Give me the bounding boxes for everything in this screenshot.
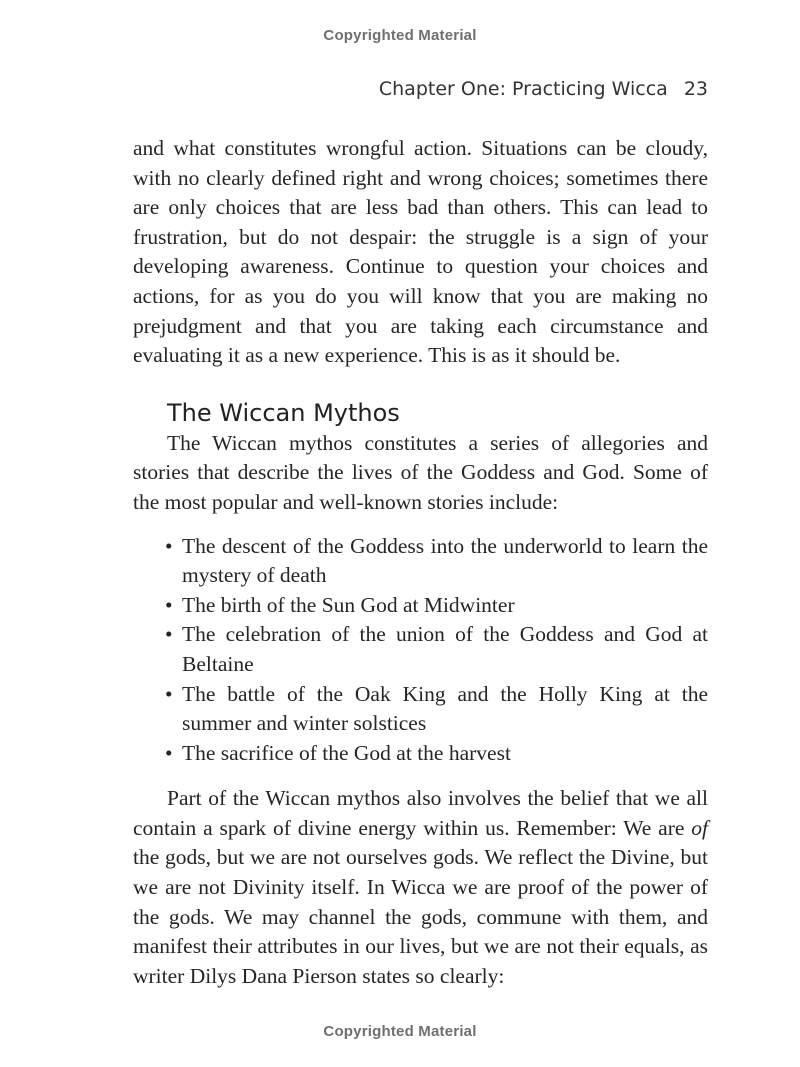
list-item-text: The battle of the Oak King and the Holly King at the summer and winter solstices <box>182 681 708 736</box>
mythos-stories-list <box>133 532 708 769</box>
list-item-text: The celebration of the union of the Goddess and God at Beltaine <box>182 622 708 676</box>
italic-emphasis: of <box>691 815 708 840</box>
list-item <box>133 620 708 679</box>
paragraph-text-after-italic: the gods, but we are not ourselves gods. We reflect the Divine, but we are not Divinity itself. In Wicca we are proof of the power of the gods. We may channel the gods, commune with them, and manifest their attributes in our lives, but we are not their equals, as writer Dilys Dana Pierson states so clearly: <box>133 845 708 988</box>
copyright-watermark-bottom: Copyrighted Material <box>323 1023 477 1040</box>
mythos-intro-paragraph: The Wiccan mythos constitutes a series of allegories and stories that describe the lives of the Goddess and God. Some of the most popular and well-known stories include: <box>133 430 708 514</box>
list-item-text: The descent of the Goddess into the underworld to learn the mystery of death <box>182 533 708 588</box>
divine-energy-paragraph <box>133 784 708 991</box>
bullet-icon: • <box>165 622 173 647</box>
chapter-title: Chapter One: Practicing Wicca <box>378 78 668 100</box>
bullet-icon: • <box>165 740 173 765</box>
list-item <box>133 739 708 769</box>
page-body <box>133 134 708 991</box>
list-item <box>133 680 708 739</box>
page-number: 23 <box>683 78 708 100</box>
bullet-icon: • <box>165 592 173 617</box>
copyright-watermark-top: Copyrighted Material <box>323 27 477 44</box>
bullet-icon: • <box>165 533 173 558</box>
list-item-text: The sacrifice of the God at the harvest <box>182 740 511 765</box>
list-item <box>133 532 708 591</box>
bullet-icon: • <box>165 681 173 706</box>
section-heading: The Wiccan Mythos <box>167 398 400 427</box>
list-item <box>133 591 708 621</box>
running-head <box>379 78 708 100</box>
list-item-text: The birth of the Sun God at Midwinter <box>182 592 515 617</box>
continued-paragraph: and what constitutes wrongful action. Situations can be cloudy, with no clearly defined right and wrong choices; sometimes there are only choices that are less bad than others. This can lead to frustration, but do not despair: the struggle is a sign of your developing awareness. Continue to question your choices and actions, for as you do you will know that you are making no prejudgment and that you are taking each circumstance and evaluating it as a new experience. This is as it should be. <box>133 136 708 368</box>
paragraph-text-before-italic: Part of the Wiccan mythos also involves the belief that we all contain a spark of divine energy within us. Remember: We are <box>133 786 708 840</box>
